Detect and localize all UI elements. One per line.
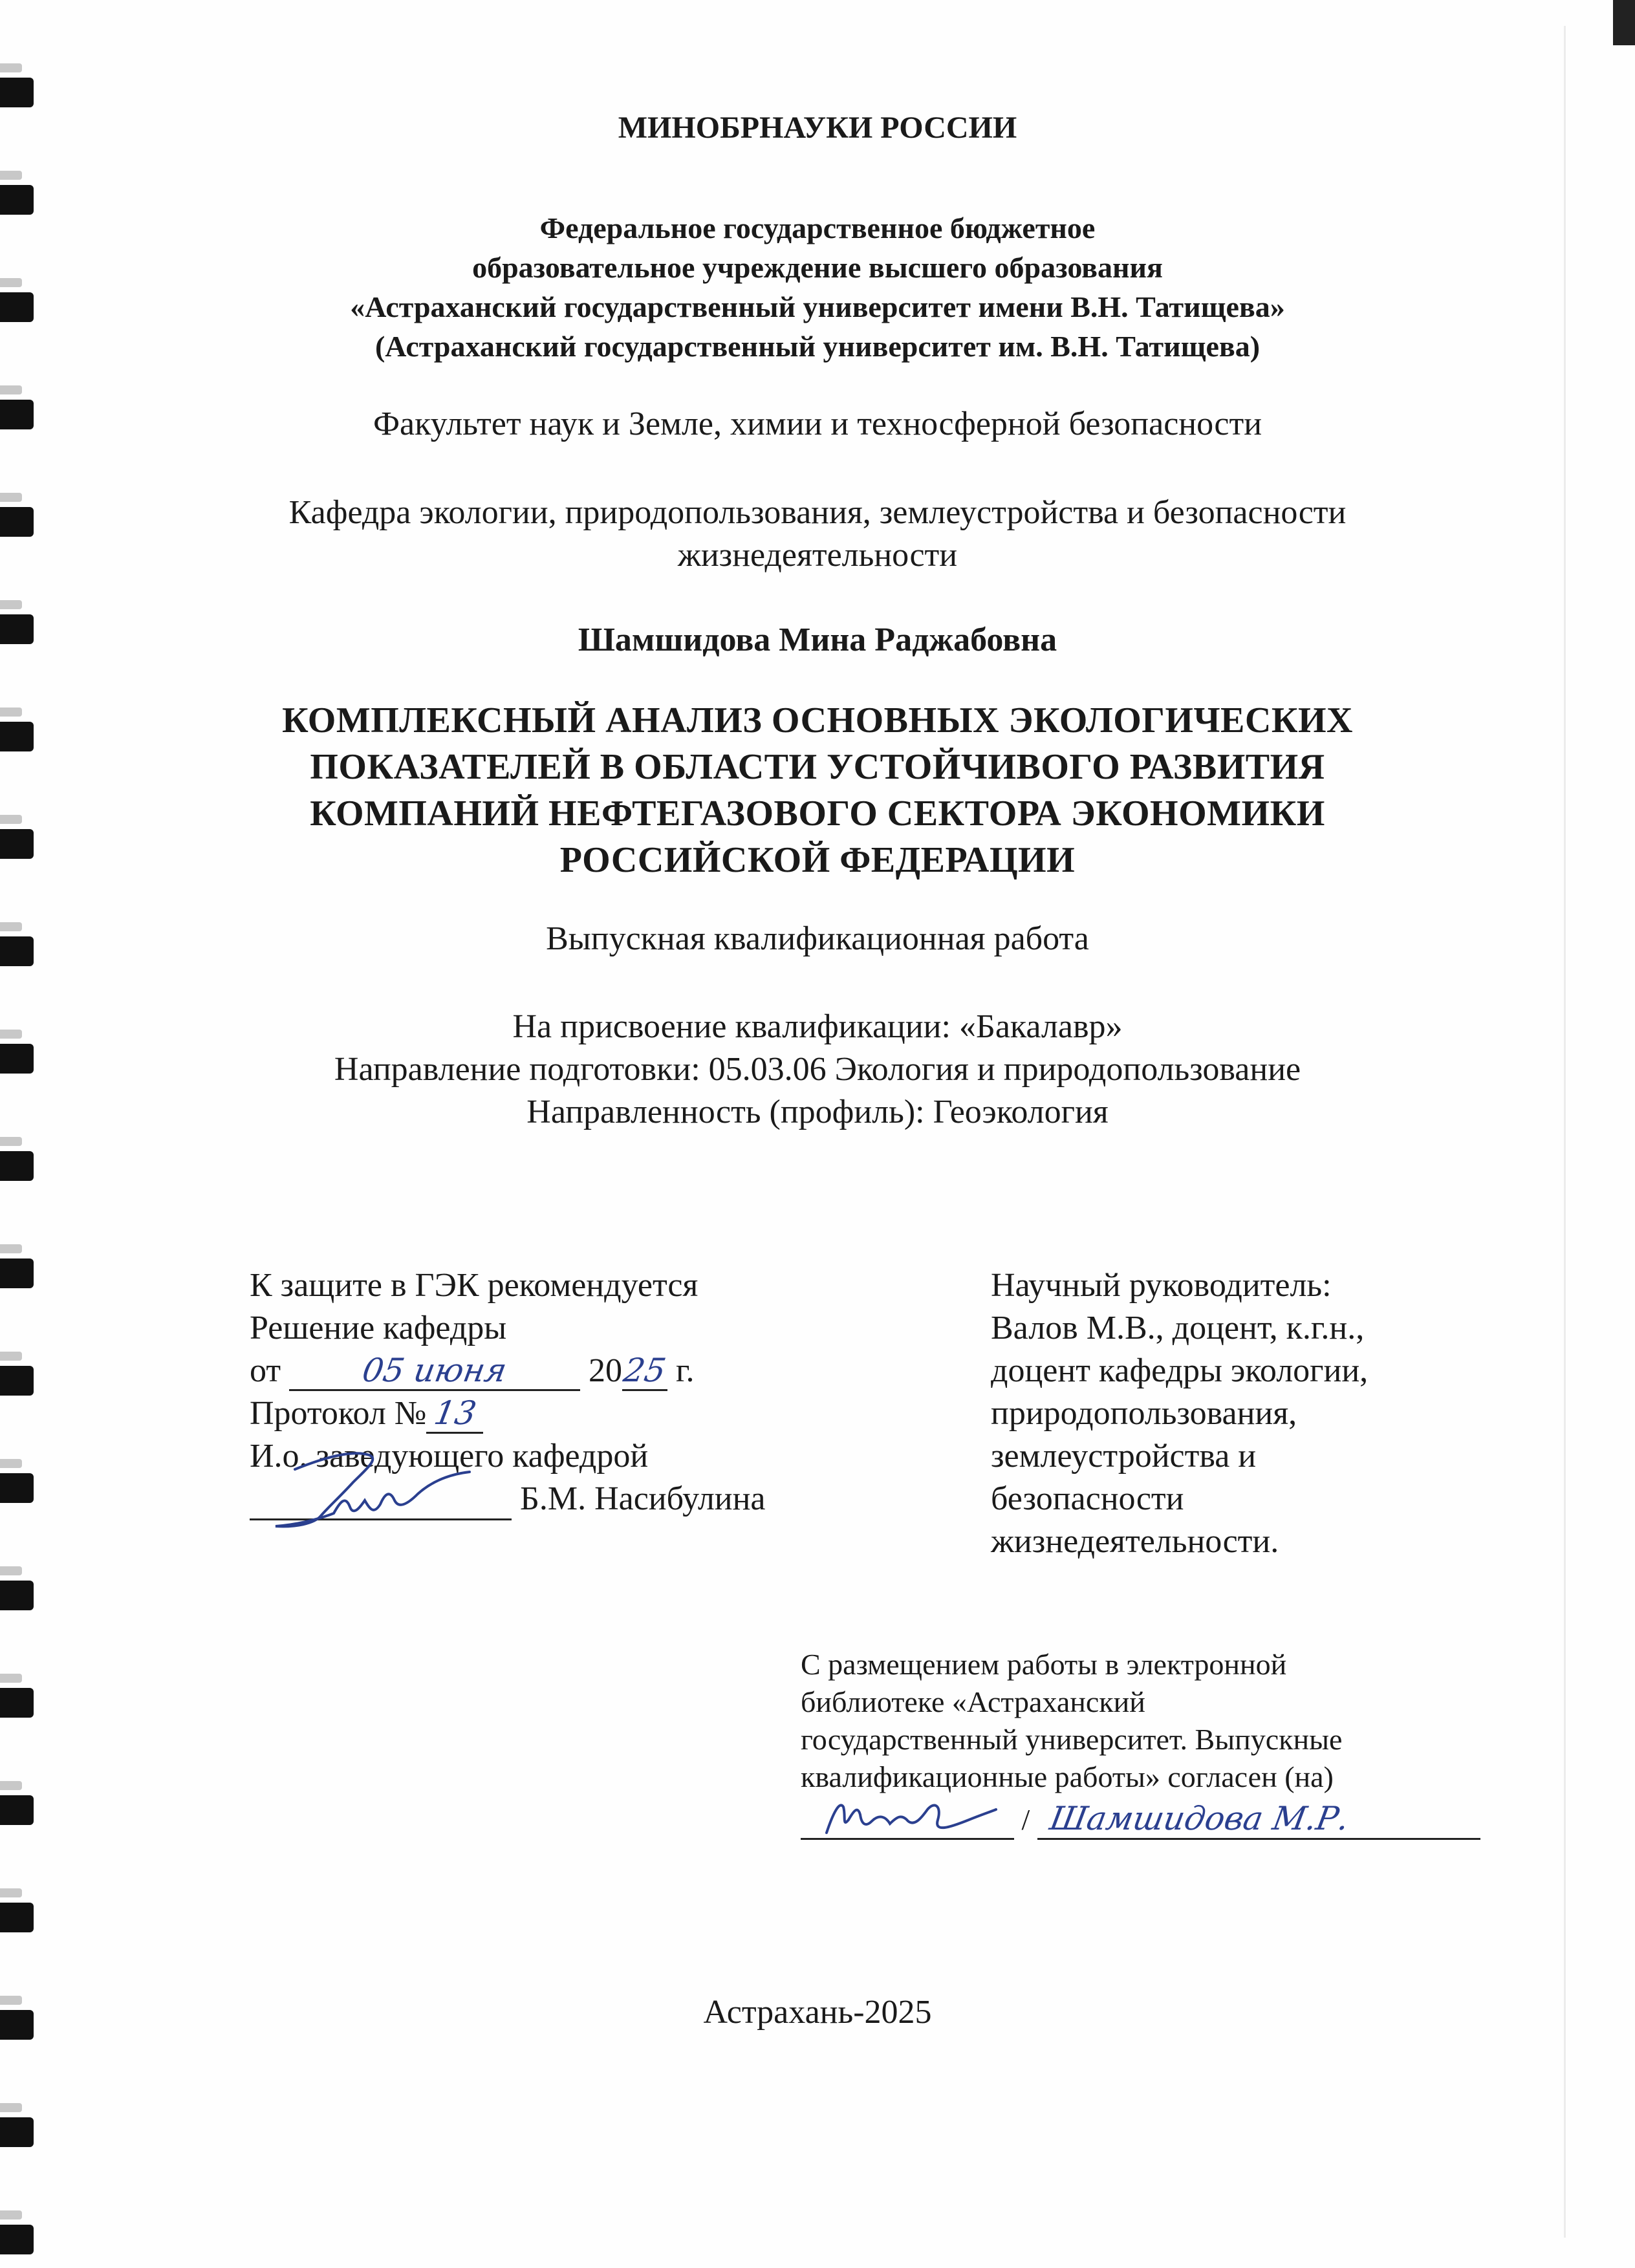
binding-hole <box>0 1903 34 1932</box>
head-name: Б.М. Насибулина <box>520 1480 766 1517</box>
institution-line: образовательное учреждение высшего образования <box>472 251 1163 284</box>
faculty-name: Факультет наук и Земле, химии и техносферной безопасности <box>373 405 1262 442</box>
binding-hole <box>0 1473 34 1503</box>
year-field <box>622 1352 667 1391</box>
department-line: жизнедеятельности <box>677 537 958 574</box>
date-row <box>250 1350 766 1392</box>
binding-hole <box>0 1366 34 1396</box>
institution-line: «Астраханский государственный университет имени В.Н. Татищева» <box>350 290 1285 323</box>
supervisor-line: Валов М.В., доцент, к.г.н., <box>991 1310 1365 1346</box>
handwritten-date: 05 июня <box>360 1352 510 1389</box>
handwritten-protocol-number: 13 <box>431 1394 479 1432</box>
work-type: Выпускная квалификационная работа <box>546 920 1089 957</box>
binding-hole <box>0 1151 34 1181</box>
title-line: КОМПАНИЙ НЕФТЕГАЗОВОГО СЕКТОРА ЭКОНОМИКИ <box>310 794 1325 834</box>
defense-recommendation <box>250 1264 766 1520</box>
supervisor-line: доцент кафедры экологии, <box>991 1352 1369 1389</box>
binding-hole <box>0 78 34 107</box>
supervisor-line: землеустройства и <box>991 1438 1257 1474</box>
decision-text: Решение кафедры <box>250 1310 507 1346</box>
date-field <box>289 1352 580 1391</box>
student-name-field <box>1037 1800 1480 1840</box>
qualification-profile: Направленность (профиль): Геоэкология <box>526 1094 1109 1130</box>
student-signature-field <box>801 1800 1014 1840</box>
binding-hole <box>0 2117 34 2147</box>
from-label: от <box>250 1352 281 1389</box>
protocol-label: Протокол № <box>250 1395 427 1432</box>
head-signature <box>256 1443 476 1540</box>
protocol-row <box>250 1392 766 1435</box>
ministry-name: МИНОБРНАУКИ РОССИИ <box>618 111 1017 145</box>
department-line: Кафедра экологии, природопользования, землеустройства и безопасности <box>288 494 1347 531</box>
qualification-info <box>0 1006 1635 1134</box>
institution-name <box>0 208 1635 366</box>
consent-line: государственный университет. Выпускные <box>801 1723 1343 1756</box>
year-prefix: 20 <box>589 1352 623 1389</box>
signature-separator: / <box>1021 1803 1030 1836</box>
supervisor-line: безопасности <box>991 1480 1184 1517</box>
binding-hole <box>0 1258 34 1288</box>
supervisor-label: Научный руководитель: <box>991 1267 1332 1304</box>
author-name: Шамшидова Мина Раджабовна <box>578 621 1057 658</box>
binding-hole <box>0 1688 34 1718</box>
corner-mark <box>1613 0 1635 45</box>
year-suffix: г. <box>676 1352 695 1389</box>
city-year: Астрахань-2025 <box>703 1994 932 2031</box>
binding-hole <box>0 2225 34 2254</box>
head-title: И.о. заведующего кафедрой <box>250 1438 649 1474</box>
protocol-field <box>426 1394 483 1434</box>
qualification-direction: Направление подготовки: 05.03.06 Экология и природопользование <box>334 1051 1301 1088</box>
recommendation-text: К защите в ГЭК рекомендуется <box>250 1267 698 1304</box>
qualification-degree: На присвоение квалификации: «Бакалавр» <box>512 1008 1123 1045</box>
student-signature <box>820 1787 1001 1846</box>
supervisor-line: жизнедеятельности. <box>991 1523 1279 1560</box>
thesis-title <box>0 697 1635 883</box>
consent-signature-row <box>801 1800 1480 1840</box>
department-name <box>0 491 1635 577</box>
title-line: РОССИЙСКОЙ ФЕДЕРАЦИИ <box>559 840 1076 880</box>
handwritten-year: 25 <box>621 1352 669 1389</box>
supervisor-line: природопользования, <box>991 1395 1297 1432</box>
consent-line: библиотеке «Астраханский <box>801 1685 1145 1718</box>
consent-line: С размещением работы в электронной <box>801 1648 1287 1681</box>
library-consent <box>801 1646 1480 1840</box>
institution-line: (Астраханский государственный университет им. В.Н. Татищева) <box>374 330 1261 363</box>
institution-line: Федеральное государственное бюджетное <box>539 211 1096 244</box>
handwritten-student-name: Шамшидова М.Р. <box>1046 1800 1352 1837</box>
consent-line: квалификационные работы» согласен (на) <box>801 1760 1334 1793</box>
head-signature-field <box>250 1481 512 1520</box>
head-signature-row <box>250 1478 766 1520</box>
binding-hole <box>0 1581 34 1610</box>
binding-hole <box>0 1795 34 1825</box>
title-line: ПОКАЗАТЕЛЕЙ В ОБЛАСТИ УСТОЙЧИВОГО РАЗВИТИЯ <box>310 747 1325 787</box>
supervisor-info <box>991 1264 1368 1563</box>
title-line: КОМПЛЕКСНЫЙ АНАЛИЗ ОСНОВНЫХ ЭКОЛОГИЧЕСКИХ <box>282 700 1353 740</box>
